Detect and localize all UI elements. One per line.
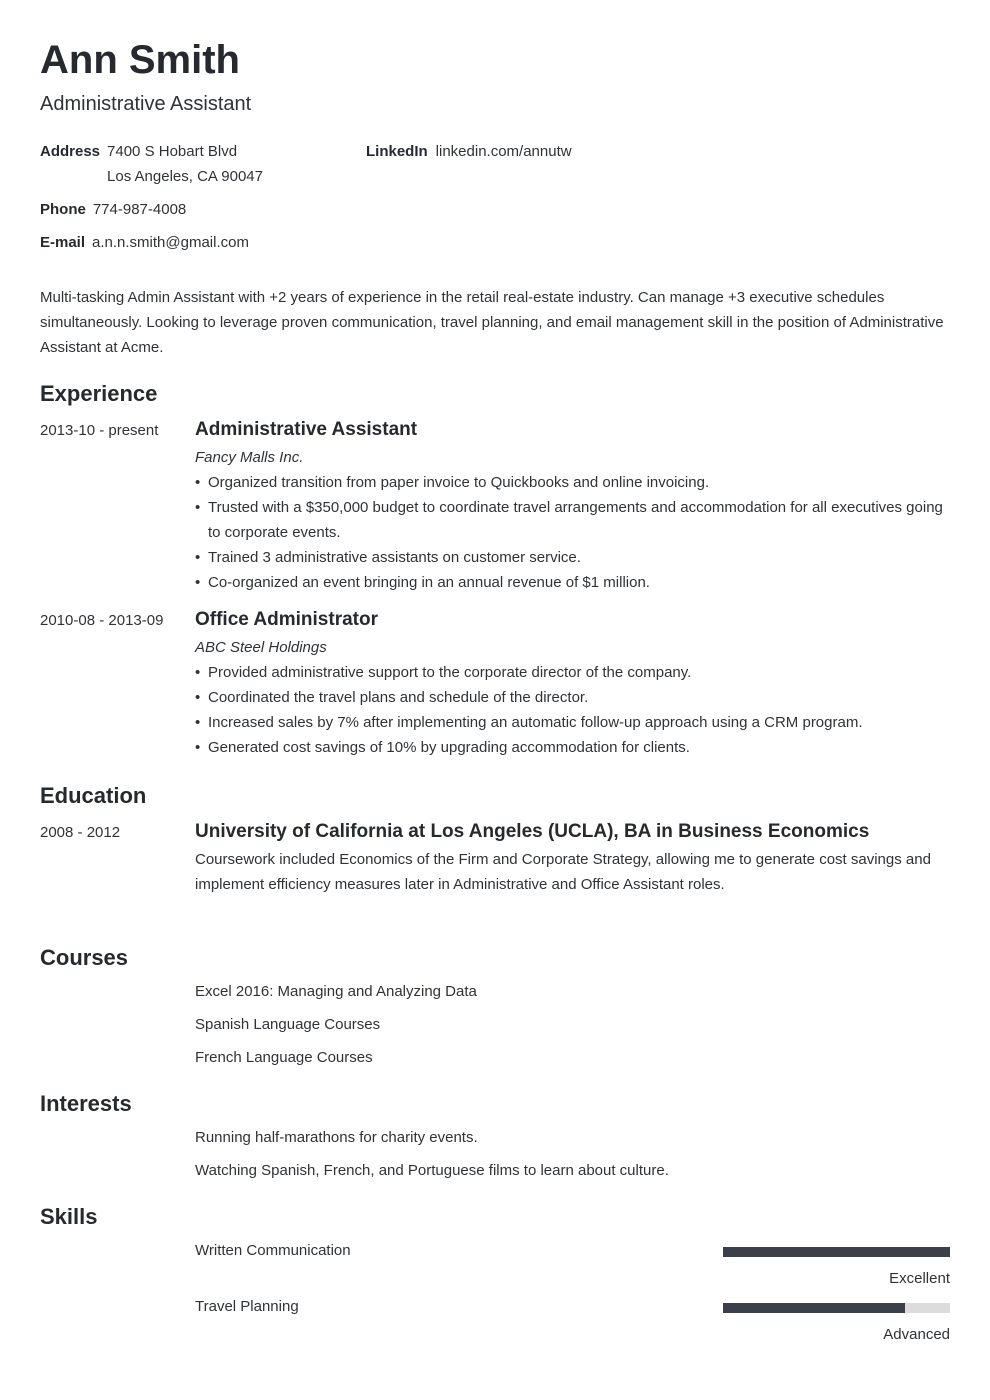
experience-bullets xyxy=(195,660,950,760)
education-body xyxy=(195,823,950,897)
interests-heading: Interests xyxy=(40,1091,132,1116)
skill-level-fill xyxy=(723,1303,905,1313)
experience-role: Administrative Assistant xyxy=(195,419,418,440)
education-degree: University of California at Los Angeles (UCLA), BA in Business Economics xyxy=(195,821,870,842)
skill-level-bar xyxy=(723,1303,950,1313)
contact-email xyxy=(40,230,249,255)
experience-company: Fancy Malls Inc. xyxy=(195,449,304,466)
courses-heading: Courses xyxy=(40,945,129,970)
experience-bullet: • Trusted with a $350,000 budget to coordinate travel arrangements and accommodation for all executives going to corporate events. xyxy=(195,495,950,545)
course-item: French Language Courses xyxy=(195,1049,373,1066)
education-description: Coursework included Economics of the Firm and Corporate Strategy, allowing me to generate cost savings and implement efficiency measures later in Administrative and Office Assistant roles. xyxy=(195,851,931,893)
experience-bullet: • Coordinated the travel plans and schedule of the director. xyxy=(195,685,950,710)
address-label: Address xyxy=(40,143,101,160)
education-dates: 2008 - 2012 xyxy=(40,824,121,841)
experience-company: ABC Steel Holdings xyxy=(195,639,327,656)
skills-heading: Skills xyxy=(40,1204,98,1229)
contact-linkedin xyxy=(366,139,572,164)
course-item: Spanish Language Courses xyxy=(195,1016,381,1033)
experience-bullet: • Provided administrative support to the corporate director of the company. xyxy=(195,660,950,685)
address-value xyxy=(107,139,263,189)
course-item: Excel 2016: Managing and Analyzing Data xyxy=(195,983,477,1000)
experience-dates: 2010-08 - 2013-09 xyxy=(40,612,164,629)
experience-bullet: • Co-organized an event bringing in an annual revenue of $1 million. xyxy=(195,570,950,595)
contact-address xyxy=(40,139,263,189)
phone-label: Phone xyxy=(40,201,86,218)
skill-level-label: Advanced xyxy=(883,1326,950,1343)
skill-item xyxy=(195,1241,950,1291)
skill-level-label: Excellent xyxy=(889,1270,950,1287)
skill-name: Written Communication xyxy=(195,1242,351,1259)
profile-summary: Multi-tasking Admin Assistant with +2 years of experience in the retail real-estate industry. Can manage +3 executive schedules simultaneously. Looking to leverage proven communication, travel planning, and email management skill in the position of Administrative Assistant at Acme. xyxy=(40,289,944,356)
education-heading: Education xyxy=(40,783,147,808)
skill-level-fill xyxy=(723,1247,950,1257)
candidate-name: Ann Smith xyxy=(40,38,240,82)
interest-item: Watching Spanish, French, and Portuguese films to learn about culture. xyxy=(195,1162,669,1179)
experience-bullet: • Trained 3 administrative assistants on customer service. xyxy=(195,545,950,570)
phone-value: 774-987-4008 xyxy=(92,201,187,218)
experience-bullets xyxy=(195,470,950,595)
experience-dates: 2013-10 - present xyxy=(40,422,159,439)
address-line2: Los Angeles, CA 90047 xyxy=(107,168,263,185)
experience-bullet: • Increased sales by 7% after implementing an automatic follow-up approach using a CRM program. xyxy=(195,710,950,735)
linkedin-value[interactable]: linkedin.com/annutw xyxy=(435,143,572,160)
email-label: E-mail xyxy=(40,234,86,251)
email-value[interactable]: a.n.n.smith@gmail.com xyxy=(92,234,249,251)
interest-item: Running half-marathons for charity events. xyxy=(195,1129,478,1146)
experience-body xyxy=(195,421,950,595)
skill-name: Travel Planning xyxy=(195,1298,299,1315)
courses-list xyxy=(195,982,950,1081)
experience-heading: Experience xyxy=(40,381,158,406)
interests-list xyxy=(195,1128,950,1194)
experience-role: Office Administrator xyxy=(195,609,378,630)
address-line1: 7400 S Hobart Blvd xyxy=(107,143,238,160)
contact-phone xyxy=(40,197,186,222)
experience-body xyxy=(195,611,950,760)
experience-bullet: • Organized transition from paper invoice to Quickbooks and online invoicing. xyxy=(195,470,950,495)
linkedin-label: LinkedIn xyxy=(366,143,428,160)
experience-bullet: • Generated cost savings of 10% by upgrading accommodation for clients. xyxy=(195,735,950,760)
skill-level-bar xyxy=(723,1247,950,1257)
candidate-title: Administrative Assistant xyxy=(40,93,252,115)
skill-item xyxy=(195,1297,950,1347)
